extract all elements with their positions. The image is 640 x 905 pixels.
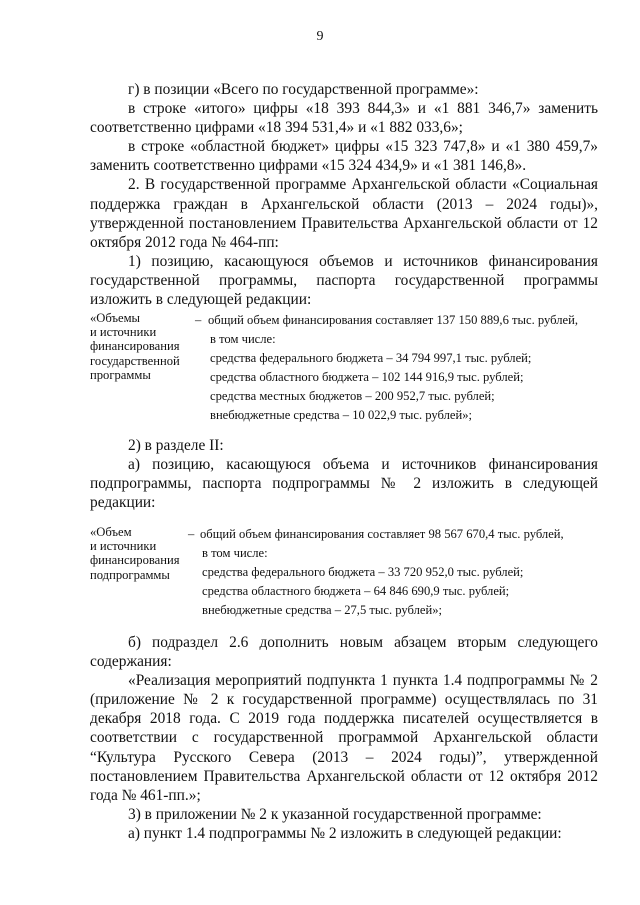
passport-label-line: и источники bbox=[90, 325, 157, 340]
amendments-block-bottom bbox=[90, 633, 598, 843]
funding-extrabudgetary: внебюджетные средства – 10 022,9 тыс. рублей»; bbox=[210, 408, 473, 422]
passport-label-line: финансирования bbox=[90, 339, 180, 354]
passport-program-funding bbox=[90, 311, 610, 431]
amendments-block-top bbox=[90, 80, 598, 309]
paragraph-item-1-4: а) пункт 1.4 подпрограммы № 2 изложить в следующей редакции: bbox=[128, 824, 562, 842]
paragraph-total-position: г) в позиции «Всего по государственной программе»: bbox=[128, 81, 479, 98]
passport-dash: – bbox=[195, 313, 202, 327]
funding-including: в том числе: bbox=[202, 546, 268, 560]
passport-label-line: подпрограммы bbox=[90, 567, 170, 582]
funding-extrabudgetary: внебюджетные средства – 27,5 тыс. рублей»; bbox=[202, 603, 443, 617]
passport-label-line: «Объем bbox=[90, 525, 132, 539]
funding-including: в том числе: bbox=[210, 332, 276, 346]
funding-federal: средства федерального бюджета – 34 794 997,1 тыс. рублей; bbox=[210, 351, 532, 365]
paragraph-section-2: 2) в разделе II: bbox=[128, 437, 224, 454]
passport-label-line: программы bbox=[90, 367, 151, 382]
paragraph-subsection-2-6: б) подраздел 2.6 дополнить новым абзацем вторым следующего содержания: bbox=[90, 634, 598, 671]
passport-label-line: финансирования bbox=[90, 553, 180, 568]
passport-label bbox=[90, 311, 202, 382]
passport-label-line: «Объемы bbox=[90, 311, 141, 325]
paragraph-appendix-2: 3) в приложении № 2 к указанной государственной программе: bbox=[128, 805, 542, 823]
funding-regional: средства областного бюджета – 64 846 690,9 тыс. рублей; bbox=[202, 584, 510, 598]
funding-federal: средства федерального бюджета – 33 720 952,0 тыс. рублей; bbox=[202, 565, 524, 579]
paragraph-quoted-text: «Реализация мероприятий подпункта 1 пункта 1.4 подпрограммы № 2 (приложение № 2 к государственной программе) осуществлялась по 31 декабря 2018 года. С 2019 года поддержка писателей осуществляется в соответствии с государственной программой Архангельской области “Культура Русского Севера (2013 – 2024 годы)”, утвержденной постановлением Правительства Архангельской области от 12 октября 2012 года № 461-пп.»; bbox=[90, 672, 598, 804]
passport-funding-list bbox=[200, 525, 564, 620]
amendments-block-section-2 bbox=[90, 436, 598, 512]
paragraph-regional-budget-row: в строке «областной бюджет» цифры «15 323 747,8» и «1 380 459,7» заменить соответственно цифрами «15 324 434,9» и «1 381 146,8». bbox=[90, 138, 598, 175]
paragraph-program-amendment: 2. В государственной программе Архангельской области «Социальная поддержка граждан в Архангельской области (2013 – 2024 годы)», утвержденной постановлением Правительства Архангельской области от 12 октября 2012 года № 464-пп: bbox=[90, 176, 598, 251]
funding-total: общий объем финансирования составляет 137 150 889,6 тыс. рублей, bbox=[208, 313, 578, 327]
passport-label bbox=[90, 525, 202, 582]
page-number: 9 bbox=[316, 29, 324, 44]
passport-dash: – bbox=[188, 527, 195, 541]
paragraph-subprogram-passport: а) позицию, касающуюся объема и источников финансирования подпрограммы, паспорта подпрограммы № 2 изложить в следующей редакции: bbox=[90, 456, 598, 512]
passport-label-line: и источники bbox=[90, 539, 157, 554]
funding-regional: средства областного бюджета – 102 144 916,9 тыс. рублей; bbox=[210, 370, 524, 384]
passport-funding-list bbox=[208, 311, 578, 425]
passport-label-line: государственной bbox=[90, 353, 180, 368]
paragraph-passport-position: 1) позицию, касающуюся объемов и источников финансирования государственной программы, паспорта государственной программы изложить в следующей редакции: bbox=[90, 252, 598, 309]
funding-local: средства местных бюджетов – 200 952,7 тыс. рублей; bbox=[210, 389, 495, 403]
passport-subprogram-funding bbox=[90, 525, 610, 625]
paragraph-total-row: в строке «итого» цифры «18 393 844,3» и «1 881 346,7» заменить соответственно цифрами «18 394 531,4» и «1 882 033,6»; bbox=[90, 100, 598, 137]
funding-total: общий объем финансирования составляет 98 567 670,4 тыс. рублей, bbox=[200, 527, 564, 541]
